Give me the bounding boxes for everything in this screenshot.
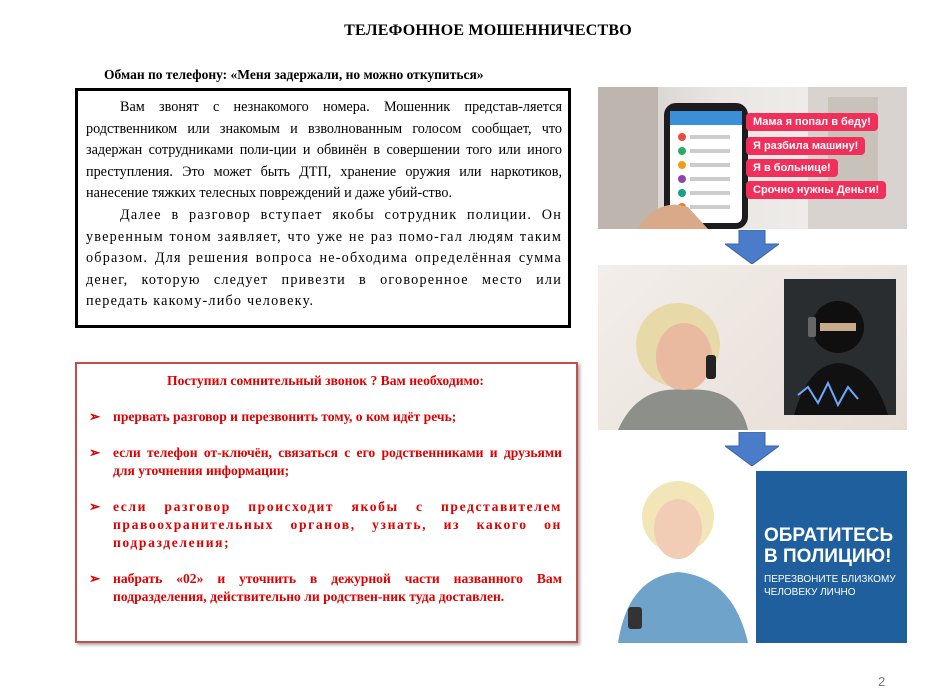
story-paragraph-1: Вам звонят с незнакомого номера. Мошенник представ-ляется родственником или знакомым и взволнованным голосом сообщает, что задержан сотрудниками поли-ции и обвинён в совершении того или иного преступления. Это может быть ДТП, хранение оружия или наркотиков, нанесение тяжких телесных повреждений и даже убий-ство. [86,99,562,202]
advice-item-text: если телефон от-ключён, связаться с его родственниками и друзьями для уточнения информации; [113,445,562,478]
advice-item [89,408,562,426]
phone-messages-image [598,87,907,229]
page-number: 2 [878,674,886,689]
scam-call-image [598,265,907,430]
message-bubble: Я разбила машину! [746,137,865,155]
down-arrow-icon [725,230,779,264]
phone-illustration [598,87,907,229]
story-subtitle: Обман по телефону: «Меня задержали, но можно откупиться» [104,67,484,82]
advice-box [75,362,578,643]
police-subtitle-line2: ЧЕЛОВЕКУ ЛИЧНО [764,587,856,598]
arrow-bullet-icon: ➢ [89,445,101,460]
arrow-bullet-icon: ➢ [89,499,101,514]
advice-item-text: если разговор происходит якобы с представителем правоохранительных органов, узнать, из какого он подразделения; [113,499,562,550]
call-illustration [598,265,907,430]
advice-title: Поступил сомнительный звонок ? Вам необходимо: [167,373,484,388]
message-bubble: Мама я попал в беду! [746,113,878,131]
police-title-line1: ОБРАТИТЕСЬ [764,525,894,546]
contact-police-image [598,467,907,643]
arrow-bullet-icon: ➢ [89,571,101,586]
police-subtitle-line1: ПЕРЕЗВОНИТЕ БЛИЗКОМУ [764,574,896,585]
advice-item-text: набрать «02» и уточнить в дежурной части названного Вам подразделения, действительно ли родствен-ник туда доставлен. [113,571,562,604]
message-bubble: Я в больнице! [746,159,838,177]
down-arrow-icon [725,432,779,466]
advice-item [89,444,562,480]
arrow-bullet-icon: ➢ [89,409,101,424]
story-paragraph-2: Далее в разговор вступает якобы сотрудник полиции. Он уверенным тоном заявляет, что уже не раз помо-гал людям таким образом. Для решения вопроса не-обходима определённая сумма денег, которую следует привезти в оговоренное место или передать какому-либо человеку. [86,206,562,310]
police-title-line2: В ПОЛИЦИЮ! [764,546,892,567]
advice-item [89,498,562,552]
advice-item-text: прервать разговор и перезвонить тому, о ком идёт речь; [113,409,457,424]
page-title: ТЕЛЕФОННОЕ МОШЕННИЧЕСТВО [344,22,632,39]
police-panel [756,471,907,643]
story-box [75,88,571,328]
advice-item [89,570,562,606]
elderly-woman-illustration [598,467,758,643]
message-bubble: Срочно нужны Деньги! [746,181,886,199]
